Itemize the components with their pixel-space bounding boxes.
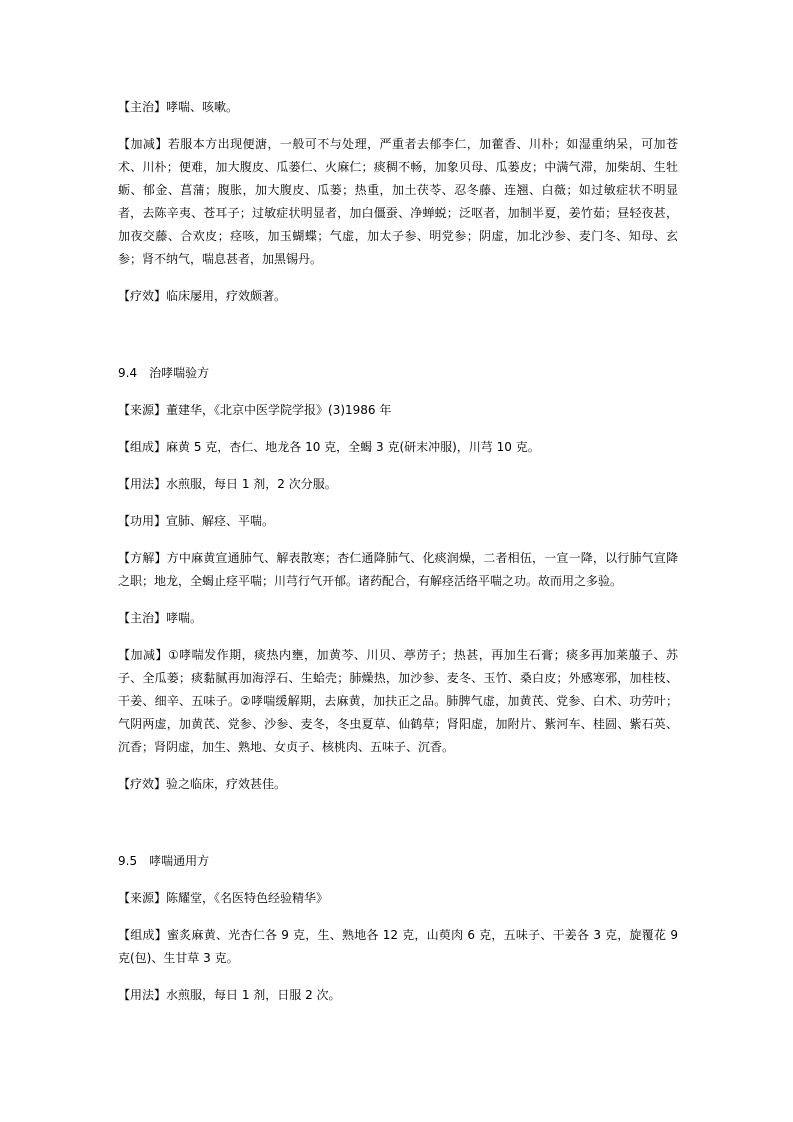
paragraph-text: 董建华，《北京中医学院学报》(3)1986 年	[166, 403, 392, 417]
paragraph-text: 麻黄 5 克，杏仁、地龙各 10 克，全蝎 3 克(研末冲服)，川芎 10 克。	[166, 440, 540, 454]
paragraph-label: 【疗效】	[118, 289, 167, 303]
paragraph-text: 哮喘。	[166, 611, 203, 625]
paragraph-text: ①哮喘发作期，痰热内壅，加黄芩、川贝、葶苈子；热甚，再加生石膏；痰多再加莱菔子、苏子、全瓜蒌；痰黏腻再加海浮石、生蛤壳；肺燥热，加沙参、麦冬、玉竹、桑白皮；外感寒邪，加桂枝、干姜、细辛、五味子。②哮喘缓解期，去麻黄，加扶正之品。肺脾气虚，加黄芪、党参、白术、功劳叶；气阴两虚，加黄芪、党参、沙参、麦冬，冬虫夏草、仙鹤草；肾阳虚，加附片、紫河车、桂圆、紫石英、沉香；肾阴虚，加生、熟地、女贞子、核桃肉、五味子、沉香。	[118, 648, 678, 754]
paragraph-label: 【来源】	[118, 891, 167, 905]
paragraph-zhuzhi	[118, 96, 678, 119]
paragraph-fangjie	[118, 547, 678, 593]
paragraph-label: 【用法】	[118, 988, 167, 1002]
paragraph-jiajian	[118, 644, 678, 759]
paragraph-label: 【主治】	[118, 611, 167, 625]
paragraph-label: 【来源】	[118, 403, 167, 417]
paragraph-text: 方中麻黄宣通肺气、解表散寒；杏仁通降肺气、化痰润燥，二者相伍，一宣一降，以行肺气宣降之职；地龙，全蝎止痉平喘；川芎行气开郁。诸药配合，有解痉活络平喘之功。故而用之多验。	[118, 551, 678, 588]
paragraph-text: 临床屡用，疗效颇著。	[166, 289, 287, 303]
paragraph-yongfa	[118, 473, 678, 496]
paragraph-label: 【主治】	[118, 100, 167, 114]
section-heading-9-4: 9.4 治哮喘验方	[118, 366, 210, 380]
paragraph-label: 【疗效】	[118, 777, 167, 791]
paragraph-gongyong	[118, 510, 678, 533]
paragraph-text: 若服本方出现便溏，一般可不与处理，严重者去郁李仁，加藿香、川朴；如湿重纳呆，可加苍术、川朴；便难，加大腹皮、瓜蒌仁、火麻仁；痰稠不畅，加象贝母、瓜蒌皮；中满气滞，加柴胡、生牡蛎、郁金、菖蒲；腹胀，加大腹皮、瓜蒌；热重，加土茯苓、忍冬藤、连翘、白薇；如过敏症状不明显者，去陈辛夷、苍耳子；过敏症状明显者，加白僵蚕、净蝉蜕；泛呕者，加制半夏，姜竹茹；昼轻夜甚，加夜交藤、合欢皮；痉咳，加玉蝴蝶；气虚，加太子参、明党参；阴虚，加北沙参、麦门冬、知母、玄参；肾不纳气，喘息甚者，加黑锡丹。	[118, 137, 678, 266]
paragraph-text: 蜜炙麻黄、光杏仁各 9 克，生、熟地各 12 克，山萸肉 6 克，五味子、干姜各 3 克，旋覆花 9 克(包)、生甘草 3 克。	[118, 928, 678, 965]
paragraph-text: 哮喘、咳嗽。	[166, 100, 239, 114]
paragraph-label: 【加减】	[118, 137, 168, 151]
document-page	[118, 96, 678, 1021]
paragraph-label: 【加减】	[118, 648, 168, 662]
section-heading-9-5: 9.5 哮喘通用方	[118, 854, 210, 868]
section-gap	[118, 810, 678, 850]
paragraph-liaoxiao	[118, 285, 678, 308]
paragraph-text: 水煎服，每日 1 剂，日服 2 次。	[166, 988, 341, 1002]
paragraph-zhuzhi	[118, 607, 678, 630]
paragraph-text: 陈耀堂，《名医特色经验精华》	[166, 891, 329, 905]
paragraph-label: 【方解】	[118, 551, 167, 565]
paragraph-text: 水煎服，每日 1 剂，2 次分服。	[166, 477, 337, 491]
paragraph-yongfa	[118, 984, 678, 1007]
paragraph-label: 【功用】	[118, 514, 167, 528]
paragraph-jiajian	[118, 133, 678, 271]
paragraph-liaoxiao	[118, 773, 678, 796]
paragraph-zucheng	[118, 924, 678, 970]
paragraph-label: 【组成】	[118, 928, 167, 942]
section-gap	[118, 322, 678, 362]
paragraph-text: 宣肺、解痉、平喘。	[166, 514, 275, 528]
paragraph-label: 【组成】	[118, 440, 167, 454]
paragraph-text: 验之临床，疗效甚佳。	[166, 777, 287, 791]
paragraph-laiyuan	[118, 887, 678, 910]
paragraph-zucheng	[118, 436, 678, 459]
paragraph-label: 【用法】	[118, 477, 167, 491]
paragraph-laiyuan	[118, 399, 678, 422]
